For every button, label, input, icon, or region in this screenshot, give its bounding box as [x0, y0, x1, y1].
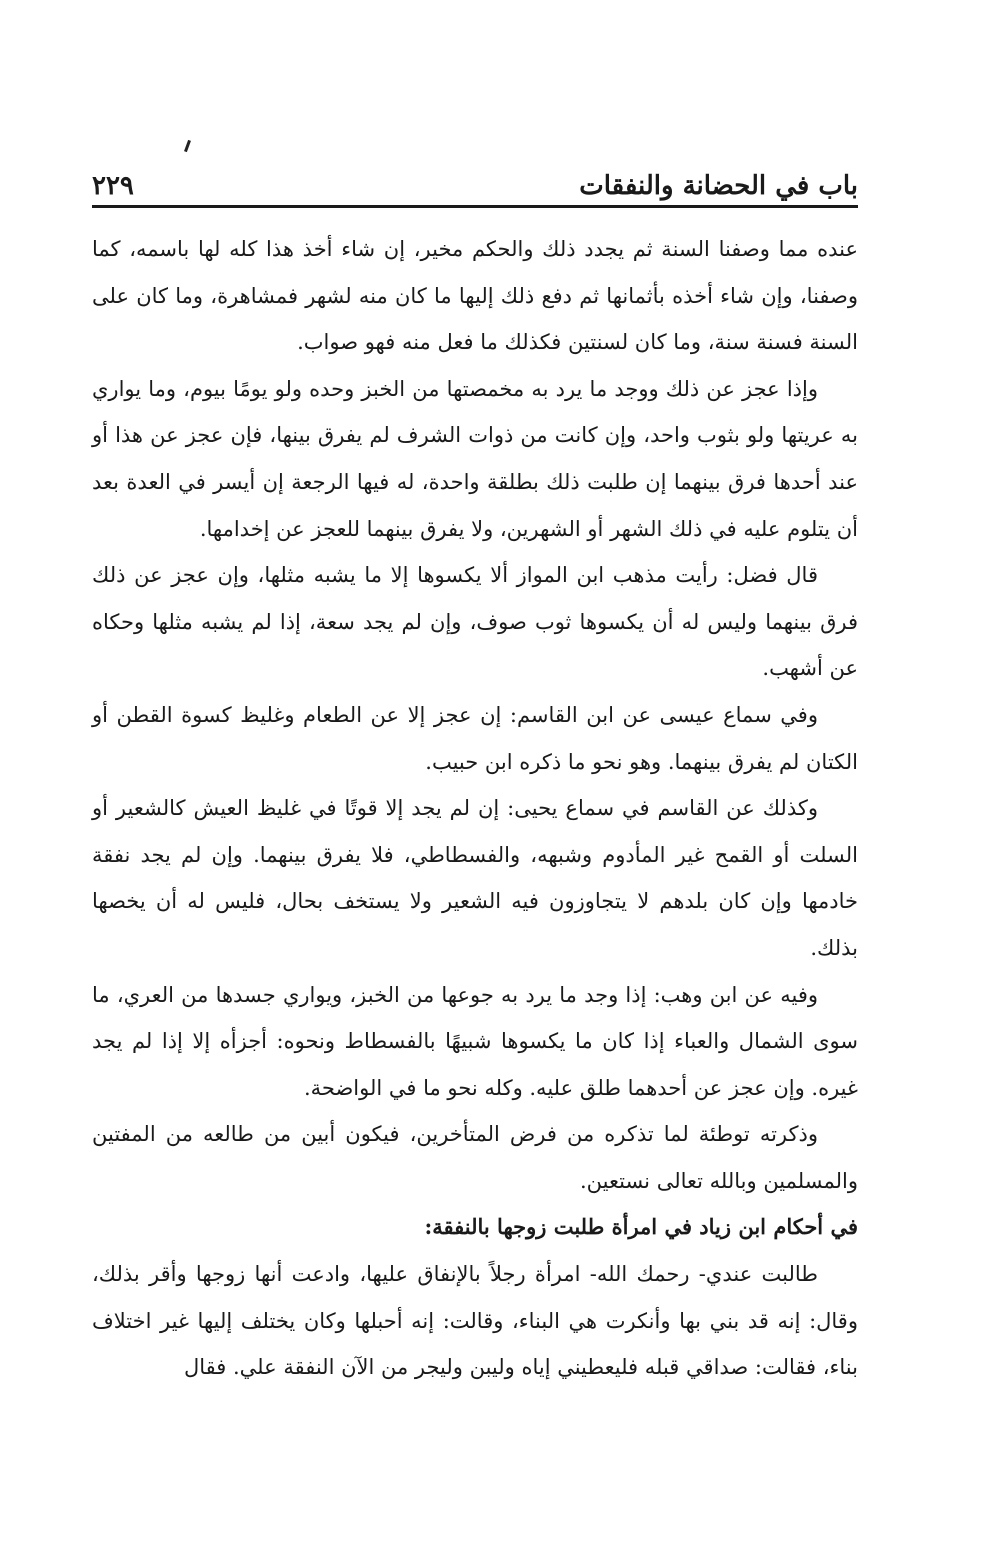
paragraph-8: طالبت عندي- رحمك الله- امرأة رجلاً بالإنفاق عليها، وادعت أنها زوجها وأقر بذلك، وقال: إنه قد بني بها وأنكرت هي البناء، وقالت: إنه أحبلها وكان يختلف إليها غير اختلاف بناء، فقالت: صداقي قبله فليعطيني إياه وليبن وليجر من الآن النفقة علي. فقال [92, 1262, 858, 1380]
paragraph-4: وفي سماع عيسى عن ابن القاسم: إن عجز إلا عن الطعام وغليظ كسوة القطن أو الكتان لم يفرق بينهما. وهو نحو ما ذكره ابن حبيب. [92, 702, 858, 774]
paragraph-1: عنده مما وصفنا السنة ثم يجدد ذلك والحكم مخير، إن شاء أخذ هذا كله لها باسمه، كما وصفنا، وإن شاء أخذه بأثمانها ثم دفع ذلك إليها ما كان منه لشهر فمشاهرة، وما كان على السنة فسنة سنة، وما كان لسنتين فكذلك ما فعل منه فهو صواب. [92, 237, 858, 355]
header-rule [92, 205, 858, 208]
running-title: باب في الحضانة والنفقات [579, 171, 858, 201]
stray-ink-mark [184, 140, 191, 152]
page-number: ٢٢٩ [92, 171, 134, 201]
paragraph-5: وكذلك عن القاسم في سماع يحيى: إن لم يجد إلا قوتًا في غليظ العيش كالشعير أو السلت أو القمح غير المأدوم وشبهه، والفسطاطي، فلا يفرق بينهما. وإن لم يجد نفقة خادمها وإن كان بلدهم لا يتجاوزون فيه الشعير ولا يستخف بحال، فليس له أن يخصها بذلك. [92, 796, 858, 960]
paragraph-6: وفيه عن ابن وهب: إذا وجد ما يرد به جوعها من الخبز، ويواري جسدها من العري، ما سوى الشمال والعباء إذا كان ما يكسوها شبيهًا بالفسطاط ونحوه: أجزأه إلا إذا لم يجد غيره. وإن عجز عن أحدهما طلق عليه. وكله نحو ما في الواضحة. [92, 982, 858, 1100]
section-heading: في أحكام ابن زياد في امرأة طلبت زوجها بالنفقة: [424, 1214, 858, 1240]
body-text [92, 226, 858, 1391]
paragraph-7: وذكرته توطئة لما تذكره من فرض المتأخرين، فيكون أبين من طالعه من المفتين والمسلمين وبالله تعالى نستعين. [92, 1122, 858, 1193]
page-header [92, 162, 858, 204]
paragraph-2: وإذا عجز عن ذلك ووجد ما يرد به مخمصتها من الخبز وحده ولو يومًا بيوم، وما يواري به عريتها ولو بثوب واحد، وإن كانت من ذوات الشرف لم يفرق بينها، فإن عجز عن هذا أو عند أحدها فرق بينهما إن طلبت ذلك بطلقة واحدة، له فيها الرجعة إن أيسر في العدة بعد أن يتلوم عليه في ذلك الشهر أو الشهرين، ولا يفرق بينهما للعجز عن إخدامها. [92, 376, 858, 541]
paragraph-3: قال فضل: رأيت مذهب ابن المواز ألا يكسوها إلا ما يشبه مثلها، وإن عجز عن ذلك فرق بينهما وليس له أن يكسوها ثوب صوف، وإن لم يجد سعة، إذا لم يشبه مثلها وحكاه عن أشهب. [92, 563, 858, 681]
